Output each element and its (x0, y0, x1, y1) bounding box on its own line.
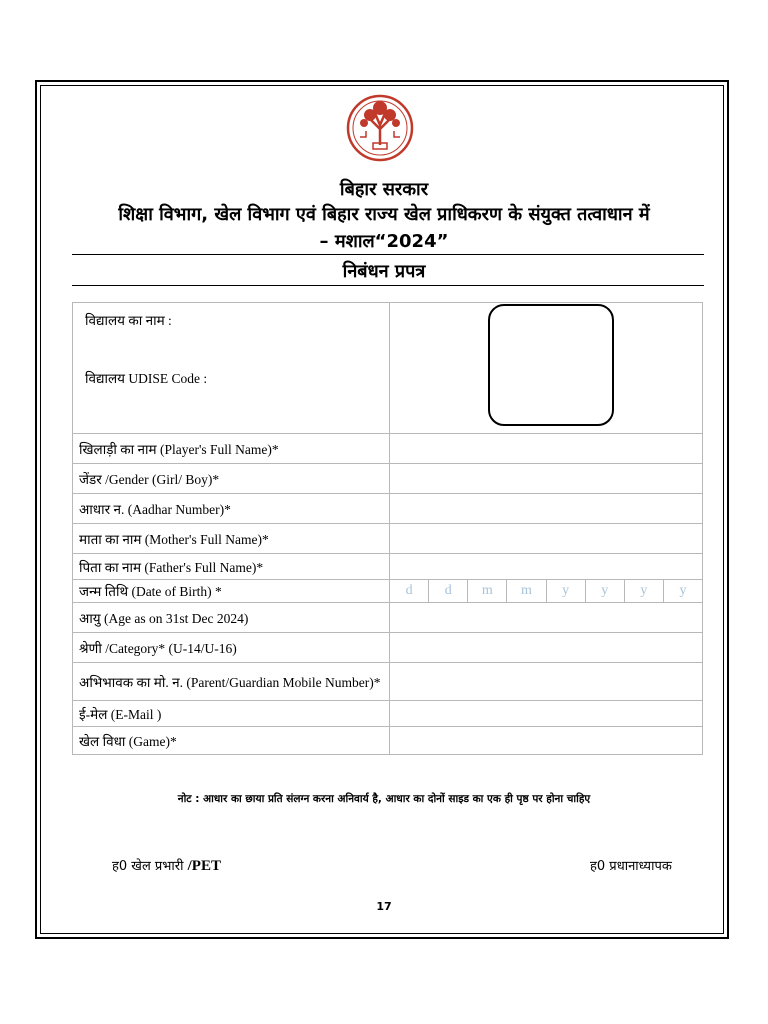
pet-signature-label: ह0 खेल प्रभारी (112, 859, 184, 874)
divider (72, 285, 704, 286)
photo-placeholder[interactable] (488, 304, 614, 426)
dob-year-cell[interactable]: y (586, 580, 625, 602)
dob-year-cell[interactable]: y (679, 583, 687, 598)
mother-name-label: माता का नाम (Mother's Full Name)* (73, 524, 390, 554)
dob-day-cell[interactable]: d (429, 580, 468, 602)
parent-mobile-field[interactable] (390, 663, 703, 701)
player-name-field[interactable] (390, 434, 703, 464)
pet-signature-suffix: /PET (187, 858, 221, 874)
form-title: निबंधन प्रपत्र (342, 261, 426, 282)
email-field[interactable] (390, 701, 703, 727)
dob-year-cell[interactable]: y (625, 580, 664, 602)
aadhar-note: नोट : आधार का छाया प्रति संलग्न करना अनिवार्य है, आधार का दोनों साइड का एक ही पृष्ठ पर होना चाहिए (177, 793, 591, 805)
dob-label: जन्म तिथि (Date of Birth) * (73, 580, 390, 603)
category-field[interactable] (390, 633, 703, 663)
mother-name-field[interactable] (390, 524, 703, 554)
gender-field[interactable] (390, 464, 703, 494)
dob-year-cell[interactable]: y (547, 580, 586, 602)
school-name-label: विद्यालय का नाम : (85, 313, 172, 328)
headmaster-signature: ह0 प्रधानाध्यापक (590, 859, 672, 874)
parent-mobile-label: अभिभावक का मो. न. (Parent/Guardian Mobile Number)* (73, 663, 390, 701)
page-number: 17 (376, 900, 392, 913)
aadhar-field[interactable] (390, 494, 703, 524)
category-label: श्रेणी /Category* (U-14/U-16) (73, 633, 390, 663)
divider (72, 254, 704, 255)
bihar-emblem-icon (346, 93, 414, 165)
age-field[interactable] (390, 603, 703, 633)
father-name-label: पिता का नाम (Father's Full Name)* (73, 554, 390, 580)
school-udise-label: विद्यालय UDISE Code : (85, 371, 208, 386)
pet-signature (112, 856, 221, 875)
email-label: ई-मेल (E-Mail ) (73, 701, 390, 727)
player-name-label: खिलाड़ी का नाम (Player's Full Name)* (73, 434, 390, 464)
header-line-3: – मशाल“2024” (319, 231, 449, 252)
dob-month-cell[interactable]: m (468, 580, 507, 602)
school-info-cell (73, 303, 390, 434)
dob-day-cell[interactable]: d (390, 580, 429, 602)
header-line-1: बिहार सरकार (339, 179, 429, 200)
age-label: आयु (Age as on 31st Dec 2024) (73, 603, 390, 633)
dob-field[interactable] (390, 580, 703, 603)
header-line-2: शिक्षा विभाग, खेल विभाग एवं बिहार राज्य खेल प्राधिकरण के संयुक्त तत्वाधान में (118, 204, 650, 225)
father-name-field[interactable] (390, 554, 703, 580)
game-label: खेल विधा (Game)* (73, 727, 390, 755)
dob-month-cell[interactable]: m (507, 580, 546, 602)
game-field[interactable] (390, 727, 703, 755)
aadhar-label: आधार न. (Aadhar Number)* (73, 494, 390, 524)
gender-label: जेंडर /Gender (Girl/ Boy)* (73, 464, 390, 494)
